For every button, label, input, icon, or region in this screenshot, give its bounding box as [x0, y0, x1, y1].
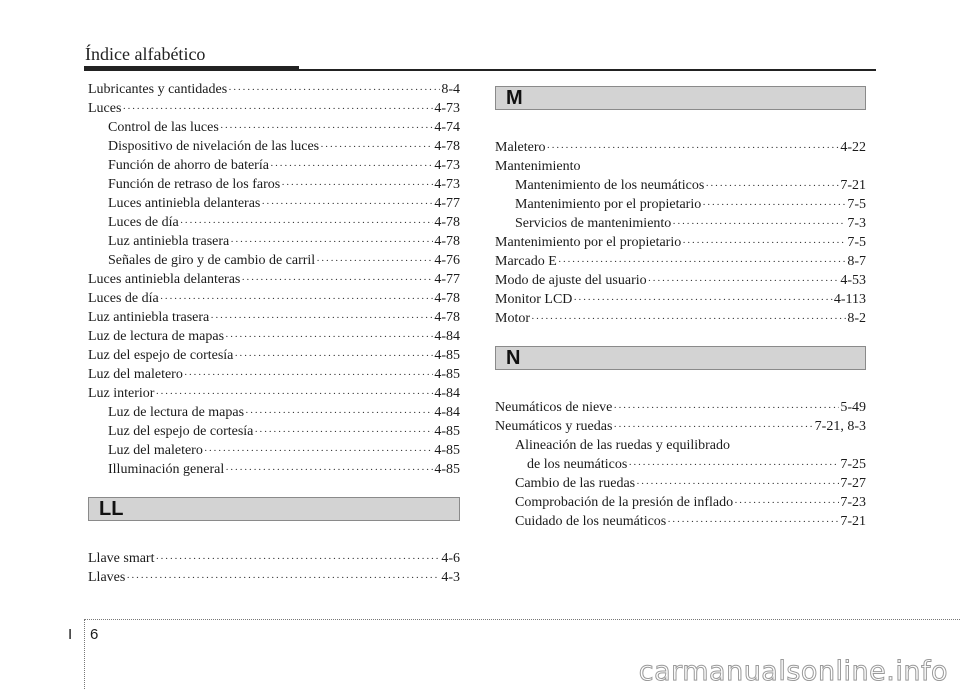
- dot-leader: [636, 475, 839, 494]
- index-entry: [495, 309, 866, 328]
- index-entry: [495, 436, 866, 455]
- index-entry: [88, 365, 460, 384]
- index-entry-label: Dispositivo de nivelación de las luces: [108, 139, 320, 154]
- index-entry-label: Luz del espejo de cortesía: [108, 424, 254, 439]
- index-entry: [495, 214, 866, 233]
- index-entry-page: 7-21: [840, 514, 866, 529]
- entries-list: [495, 138, 866, 328]
- index-entry: [495, 512, 866, 531]
- section-header-n: N: [495, 346, 866, 370]
- index-entry-label: Maletero: [495, 140, 546, 155]
- dot-leader: [126, 569, 440, 588]
- index-entry-label: Luz del espejo de cortesía: [88, 348, 234, 363]
- index-entry-page: 4-84: [434, 405, 460, 420]
- index-entry-label: Control de las luces: [108, 120, 219, 135]
- section-header-m: M: [495, 86, 866, 110]
- dot-leader: [254, 423, 433, 442]
- index-entry: [88, 327, 460, 346]
- index-entry: [495, 417, 866, 436]
- dot-leader: [573, 291, 832, 310]
- page-title: Índice alfabético: [85, 44, 206, 64]
- index-entry: [88, 80, 460, 99]
- index-entry: [88, 568, 460, 587]
- index-entry: [88, 308, 460, 327]
- index-entry: [88, 156, 460, 175]
- index-entry-label: Luz antiniebla trasera: [88, 310, 210, 325]
- index-entry-page: 4-113: [833, 292, 866, 307]
- dot-leader: [613, 418, 813, 437]
- dot-leader: [228, 81, 440, 100]
- index-entry-page: 4-77: [434, 272, 460, 287]
- index-entry-label: de los neumáticos: [527, 457, 628, 472]
- dot-leader: [245, 404, 433, 423]
- index-entry-label: Llaves: [88, 570, 126, 585]
- index-entry-label: Motor: [495, 311, 530, 326]
- index-entry-label: Illuminación general: [108, 462, 225, 477]
- index-entry-label: Marcado E: [495, 254, 557, 269]
- index-entry-page: 4-85: [434, 443, 460, 458]
- index-entry: [88, 118, 460, 137]
- page-number: 6: [90, 626, 99, 643]
- entries-list: [495, 398, 866, 531]
- index-entry: [88, 175, 460, 194]
- index-entry-page: 8-7: [847, 254, 866, 269]
- dot-leader: [547, 139, 840, 158]
- index-entry-label: Monitor LCD: [495, 292, 573, 307]
- index-entry: [495, 271, 866, 290]
- index-entry-page: 4-73: [434, 158, 460, 173]
- dot-leader: [558, 253, 847, 272]
- dot-leader: [648, 272, 840, 291]
- index-entry-label: Lubricantes y cantidades: [88, 82, 228, 97]
- index-entry-page: 4-3: [441, 570, 460, 585]
- index-entry-label: Mantenimiento por el propietario: [495, 235, 682, 250]
- index-entry-label: Luces de día: [108, 215, 179, 230]
- title-underline-thick: [84, 66, 299, 71]
- index-entry: [88, 403, 460, 422]
- dot-leader: [705, 177, 839, 196]
- dot-leader: [180, 214, 434, 233]
- index-entry-label: Mantenimiento: [495, 159, 581, 174]
- dot-leader: [672, 215, 846, 234]
- dot-leader: [613, 399, 839, 418]
- dot-leader: [281, 176, 433, 195]
- index-entry-label: Luz antiniebla trasera: [108, 234, 230, 249]
- index-entry: [495, 138, 866, 157]
- dot-leader: [204, 442, 433, 461]
- dot-leader: [316, 252, 433, 271]
- index-entry-label: Función de ahorro de batería: [108, 158, 269, 173]
- index-entry: [88, 346, 460, 365]
- watermark: carmanualsonline.info: [638, 656, 948, 687]
- index-entry: [88, 422, 460, 441]
- dot-leader: [628, 456, 839, 475]
- index-entry-page: 4-78: [434, 310, 460, 325]
- index-entry-label: Luces antiniebla delanteras: [108, 196, 261, 211]
- dot-leader: [531, 310, 846, 329]
- index-entry: [495, 455, 866, 474]
- index-entry-page: 4-85: [434, 424, 460, 439]
- index-entry: [495, 493, 866, 512]
- index-entry: [495, 233, 866, 252]
- index-entry-page: 7-5: [847, 235, 866, 250]
- index-entry: [495, 398, 866, 417]
- title-underline-thin: [299, 69, 876, 71]
- index-entry-page: 4-85: [434, 367, 460, 382]
- index-entry-page: 4-22: [840, 140, 866, 155]
- dot-leader: [702, 196, 846, 215]
- index-entry-page: 4-53: [840, 273, 866, 288]
- index-entry: [88, 384, 460, 403]
- index-entry-label: Luces de día: [88, 291, 159, 306]
- index-entry-page: 4-78: [434, 139, 460, 154]
- index-entry: [88, 232, 460, 251]
- index-entry: [88, 549, 460, 568]
- dot-leader: [234, 347, 433, 366]
- index-entry-label: Cuidado de los neumáticos: [515, 514, 667, 529]
- index-entry-page: 4-74: [434, 120, 460, 135]
- index-entry: [88, 251, 460, 270]
- dot-leader: [225, 461, 433, 480]
- index-entry-page: 4-6: [441, 551, 460, 566]
- index-entry-label: Cambio de las ruedas: [515, 476, 636, 491]
- index-entry-page: 7-23: [840, 495, 866, 510]
- index-entry-page: 7-21: [840, 178, 866, 193]
- index-entry: [88, 289, 460, 308]
- dot-leader: [210, 309, 433, 328]
- index-entry: [88, 137, 460, 156]
- index-entry-label: Mantenimiento de los neumáticos: [515, 178, 705, 193]
- dot-leader: [682, 234, 846, 253]
- index-entry: [495, 195, 866, 214]
- right-column: [495, 80, 866, 531]
- index-entry-label: Alineación de las ruedas y equilibrado: [515, 438, 730, 453]
- index-entry: [495, 474, 866, 493]
- index-entry: [495, 290, 866, 309]
- dot-leader: [270, 157, 433, 176]
- index-entry-label: Luz de lectura de mapas: [108, 405, 245, 420]
- dot-leader: [667, 513, 839, 532]
- dot-leader: [225, 328, 433, 347]
- index-entry-label: Señales de giro y de cambio de carril: [108, 253, 316, 268]
- index-entry-page: 5-49: [840, 400, 866, 415]
- index-entry-label: Servicios de mantenimiento: [515, 216, 672, 231]
- dot-leader: [220, 119, 434, 138]
- index-entry-label: Modo de ajuste del usuario: [495, 273, 647, 288]
- section-header-ll: LL: [88, 497, 460, 521]
- index-entry-label: Luz interior: [88, 386, 155, 401]
- index-entry-page: 4-76: [434, 253, 460, 268]
- dot-leader: [160, 290, 434, 309]
- index-entry-label: Luces antiniebla delanteras: [88, 272, 241, 287]
- index-entry-page: 7-21, 8-3: [814, 419, 866, 434]
- index-entry-page: 4-84: [434, 386, 460, 401]
- index-entry-page: 7-25: [840, 457, 866, 472]
- index-entry-label: Función de retraso de los faros: [108, 177, 281, 192]
- index-entry-page: 4-78: [434, 234, 460, 249]
- dot-leader: [241, 271, 433, 290]
- index-entry: [88, 441, 460, 460]
- index-entry-page: 7-5: [847, 197, 866, 212]
- index-entry-page: 4-77: [434, 196, 460, 211]
- dot-leader: [230, 233, 433, 252]
- index-entry-page: 7-3: [847, 216, 866, 231]
- index-entry: [88, 213, 460, 232]
- index-entry-page: 4-73: [434, 177, 460, 192]
- dot-leader: [155, 550, 440, 569]
- index-entry-label: Neumáticos de nieve: [495, 400, 613, 415]
- index-entry: [495, 176, 866, 195]
- index-entry-label: Luz de lectura de mapas: [88, 329, 225, 344]
- dot-leader: [122, 100, 433, 119]
- left-column: [88, 80, 460, 587]
- index-entry: [88, 270, 460, 289]
- dot-leader: [155, 385, 433, 404]
- index-entry-page: 4-84: [434, 329, 460, 344]
- index-entry-label: Neumáticos y ruedas: [495, 419, 613, 434]
- entries-list: [88, 549, 460, 587]
- index-entry-label: Luces: [88, 101, 122, 116]
- index-entry: [88, 460, 460, 479]
- index-entry: [88, 194, 460, 213]
- index-entry: [88, 99, 460, 118]
- dot-leader: [734, 494, 839, 513]
- index-entry-page: 4-73: [434, 101, 460, 116]
- footer-vertical-divider: [84, 619, 85, 689]
- index-entry-page: 4-78: [434, 215, 460, 230]
- index-entry-page: 4-85: [434, 348, 460, 363]
- index-entry-label: Llave smart: [88, 551, 155, 566]
- index-entry-page: 8-4: [441, 82, 460, 97]
- index-entry: [495, 252, 866, 271]
- index-entry-page: 7-27: [840, 476, 866, 491]
- dot-leader: [261, 195, 433, 214]
- dot-leader: [320, 138, 433, 157]
- entries-list: [88, 80, 460, 479]
- index-entry-page: 8-2: [847, 311, 866, 326]
- dot-leader: [184, 366, 433, 385]
- index-entry-label: Luz del maletero: [108, 443, 203, 458]
- footer-section-letter: I: [68, 626, 73, 643]
- footer-divider: [84, 619, 960, 620]
- index-entry-label: Luz del maletero: [88, 367, 183, 382]
- index-entry-label: Mantenimiento por el propietario: [515, 197, 702, 212]
- index-entry-label: Comprobación de la presión de inflado: [515, 495, 734, 510]
- index-entry-page: 4-78: [434, 291, 460, 306]
- index-entry: [495, 157, 866, 176]
- index-entry-page: 4-85: [434, 462, 460, 477]
